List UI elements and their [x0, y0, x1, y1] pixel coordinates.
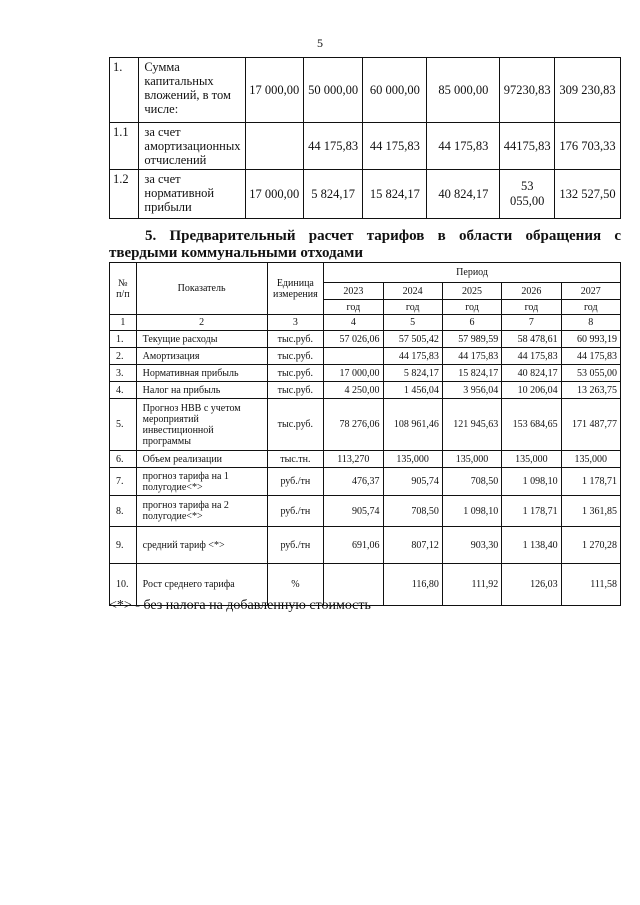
header-period: Период: [324, 263, 621, 283]
row-number: 10.: [110, 564, 137, 606]
row-name: за счет нормативной прибыли: [139, 170, 246, 219]
table-row: [110, 496, 621, 527]
cell-value: 113,270: [324, 451, 383, 468]
row-number: 5.: [110, 399, 137, 451]
cell-value: 108 961,46: [383, 399, 442, 451]
cell-value: 44 175,83: [363, 123, 427, 170]
row-name: Рост среднего тарифа: [136, 564, 267, 606]
cell-value: 57 505,42: [383, 331, 442, 348]
cell-value: 807,12: [383, 527, 442, 564]
cell-value: 153 684,65: [502, 399, 561, 451]
cell-value: 708,50: [442, 468, 501, 496]
header-num: № п/п: [110, 263, 137, 315]
cell-value: 135,000: [561, 451, 620, 468]
table-row: [110, 170, 621, 219]
cell-value: 3 956,04: [442, 382, 501, 399]
row-number: 6.: [110, 451, 137, 468]
cell-value: 44 175,83: [303, 123, 363, 170]
cell-value: 13 263,75: [561, 382, 620, 399]
header-year: 2023: [324, 283, 383, 300]
cell-value: 15 824,17: [442, 365, 501, 382]
cell-value: 1 178,71: [502, 496, 561, 527]
column-number: 7: [502, 315, 561, 331]
row-unit: тыс.руб.: [267, 382, 324, 399]
cell-value: 44175,83: [500, 123, 555, 170]
cell-value: 44 175,83: [427, 123, 500, 170]
row-unit: руб./тн: [267, 496, 324, 527]
row-unit: руб./тн: [267, 527, 324, 564]
cell-value: 126,03: [502, 564, 561, 606]
header-year-suffix: год: [502, 300, 561, 315]
capital-investment-table: [109, 57, 621, 219]
cell-value: 97230,83: [500, 58, 555, 123]
cell-value: 58 478,61: [502, 331, 561, 348]
header-unit: Единица измерения: [267, 263, 324, 315]
cell-value: 17 000,00: [324, 365, 383, 382]
cell-value: 44 175,83: [502, 348, 561, 365]
cell-value: 1 098,10: [442, 496, 501, 527]
row-number: 2.: [110, 348, 137, 365]
header-indicator: Показатель: [136, 263, 267, 315]
cell-value: 132 527,50: [555, 170, 621, 219]
cell-value: 57 026,06: [324, 331, 383, 348]
table-row: [110, 123, 621, 170]
header-year: 2025: [442, 283, 501, 300]
header-year-suffix: год: [561, 300, 620, 315]
cell-value: 176 703,33: [555, 123, 621, 170]
header-year: 2027: [561, 283, 620, 300]
cell-value: 5 824,17: [383, 365, 442, 382]
cell-value: 78 276,06: [324, 399, 383, 451]
row-unit: %: [267, 564, 324, 606]
row-number: 7.: [110, 468, 137, 496]
cell-value: [324, 348, 383, 365]
row-name: прогноз тарифа на 1 полугодие<*>: [136, 468, 267, 496]
row-name: Сумма капитальных вложений, в том числе:: [139, 58, 246, 123]
row-number: 8.: [110, 496, 137, 527]
table-row: [110, 58, 621, 123]
cell-value: 691,06: [324, 527, 383, 564]
column-number: 8: [561, 315, 620, 331]
page-number: 5: [317, 36, 323, 50]
row-unit: тыс.тн.: [267, 451, 324, 468]
cell-value: 1 178,71: [561, 468, 620, 496]
cell-value: 60 000,00: [363, 58, 427, 123]
cell-value: 17 000,00: [245, 58, 303, 123]
row-number: 9.: [110, 527, 137, 564]
table-row: [110, 331, 621, 348]
cell-value: 17 000,00: [245, 170, 303, 219]
cell-value: 50 000,00: [303, 58, 363, 123]
cell-value: 4 250,00: [324, 382, 383, 399]
row-unit: тыс.руб.: [267, 331, 324, 348]
cell-value: 121 945,63: [442, 399, 501, 451]
column-number: 1: [110, 315, 137, 331]
cell-value: 708,50: [383, 496, 442, 527]
cell-value: 905,74: [383, 468, 442, 496]
cell-value: 905,74: [324, 496, 383, 527]
section-title-line1: 5. Предварительный расчет тарифов в области обращения с: [145, 228, 621, 244]
cell-value: 5 824,17: [303, 170, 363, 219]
header-year: 2024: [383, 283, 442, 300]
row-number: 4.: [110, 382, 137, 399]
table-row: [110, 348, 621, 365]
table-row: [110, 527, 621, 564]
cell-value: 44 175,83: [383, 348, 442, 365]
cell-value: 1 098,10: [502, 468, 561, 496]
cell-value: 1 138,40: [502, 527, 561, 564]
section-title: [109, 228, 621, 262]
row-name: Текущие расходы: [136, 331, 267, 348]
row-name: Налог на прибыль: [136, 382, 267, 399]
cell-value: 135,000: [442, 451, 501, 468]
table-row: [110, 468, 621, 496]
row-name: Нормативная прибыль: [136, 365, 267, 382]
table-row: [110, 399, 621, 451]
cell-value: 111,92: [442, 564, 501, 606]
cell-value: 44 175,83: [561, 348, 620, 365]
cell-value: 1 456,04: [383, 382, 442, 399]
cell-value: 53 055,00: [561, 365, 620, 382]
header-year-suffix: год: [383, 300, 442, 315]
header-year-suffix: год: [324, 300, 383, 315]
cell-value: 85 000,00: [427, 58, 500, 123]
cell-value: 60 993,19: [561, 331, 620, 348]
column-number: 5: [383, 315, 442, 331]
cell-value: 1 361,85: [561, 496, 620, 527]
row-number: 1.: [110, 58, 139, 123]
cell-value: 111,58: [561, 564, 620, 606]
cell-value: 40 824,17: [502, 365, 561, 382]
cell-value: 116,80: [383, 564, 442, 606]
row-name: Прогноз НВВ с учетом мероприятий инвестиционной программы: [136, 399, 267, 451]
cell-value: 40 824,17: [427, 170, 500, 219]
row-name: средний тариф <*>: [136, 527, 267, 564]
row-name: Амортизация: [136, 348, 267, 365]
row-unit: тыс.руб.: [267, 348, 324, 365]
column-number: 6: [442, 315, 501, 331]
header-year-suffix: год: [442, 300, 501, 315]
table-row: [110, 382, 621, 399]
cell-value: 903,30: [442, 527, 501, 564]
column-numbers-row: [110, 315, 621, 331]
section-title-line2: твердыми коммунальными отходами: [109, 245, 363, 261]
cell-value: 1 270,28: [561, 527, 620, 564]
row-number: 1.1: [110, 123, 139, 170]
footnote: <*> - без налога на добавленную стоимость: [109, 598, 371, 613]
cell-value: 171 487,77: [561, 399, 620, 451]
cell-value: 10 206,04: [502, 382, 561, 399]
row-unit: руб./тн: [267, 468, 324, 496]
cell-value: 135,000: [383, 451, 442, 468]
cell-value: 135,000: [502, 451, 561, 468]
row-number: 1.: [110, 331, 137, 348]
cell-value: [245, 123, 303, 170]
row-unit: тыс.руб.: [267, 399, 324, 451]
cell-value: 15 824,17: [363, 170, 427, 219]
row-name: прогноз тарифа на 2 полугодие<*>: [136, 496, 267, 527]
row-unit: тыс.руб.: [267, 365, 324, 382]
column-number: 3: [267, 315, 324, 331]
cell-value: 53 055,00: [500, 170, 555, 219]
tariff-calculation-table: [109, 262, 621, 606]
cell-value: 476,37: [324, 468, 383, 496]
column-number: 2: [136, 315, 267, 331]
cell-value: 309 230,83: [555, 58, 621, 123]
header-row: [110, 263, 621, 283]
row-number: 1.2: [110, 170, 139, 219]
row-number: 3.: [110, 365, 137, 382]
cell-value: 57 989,59: [442, 331, 501, 348]
table-row: [110, 451, 621, 468]
row-name: Объем реализации: [136, 451, 267, 468]
row-name: за счет амортизационных отчислений: [139, 123, 246, 170]
header-year: 2026: [502, 283, 561, 300]
table-row: [110, 365, 621, 382]
column-number: 4: [324, 315, 383, 331]
cell-value: 44 175,83: [442, 348, 501, 365]
